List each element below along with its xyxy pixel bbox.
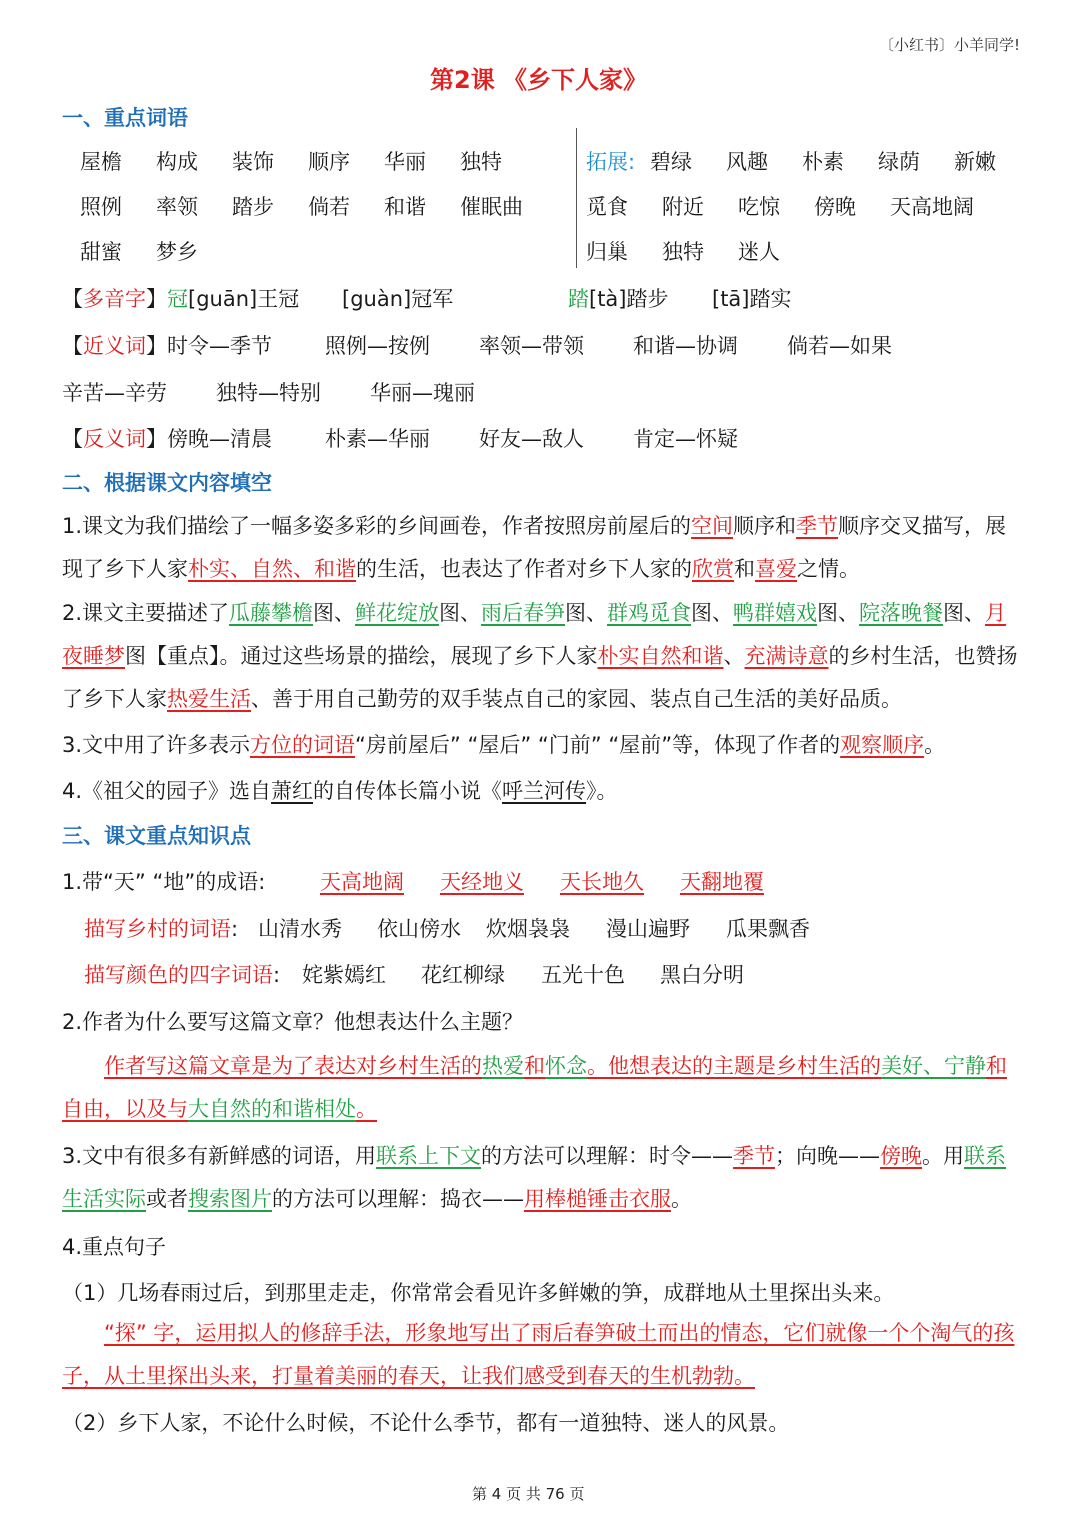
word: 甜蜜 xyxy=(80,240,122,264)
key-sentence-1-analysis: “探” 字，运用拟人的修辞手法，形象地写出了雨后春笋破土而出的情态，它们就像一个个淘气的孩子，从土里探出头来，打量着美丽的春天，让我们感受到春天的生机勃勃。 xyxy=(62,1321,1015,1388)
section-heading-2: 二、根据课文内容填空 xyxy=(62,471,272,495)
word: 梦乡 xyxy=(156,240,198,264)
word: 倘若 xyxy=(308,195,350,219)
page-number: 第 4 页 共 76 页 xyxy=(472,1485,585,1503)
word: 瓜果飘香 xyxy=(726,917,810,941)
word: 装饰 xyxy=(232,150,274,174)
idiom-answer: 天高地阔 xyxy=(320,870,404,894)
question-3: 3.文中有很多有新鲜感的词语，用联系上下文的方法可以理解：时令——季节；向晚——傍晚。用联系生活实际或者搜索图片的方法可以理解：捣衣——用棒槌锤击衣服。 xyxy=(62,1144,1007,1211)
idiom-answer: 天经地义 xyxy=(440,870,524,894)
word: 觅食 xyxy=(586,195,628,219)
word: 华丽 xyxy=(384,150,426,174)
fill-paragraph-3: 3.文中用了许多表示方位的词语“房前屋后” “屋后” “门前” “屋前”等，体现了作者的观察顺序。 xyxy=(62,733,946,757)
color-words-row: 描写颜色的四字词语: xyxy=(84,963,281,987)
village-words-row: 描写乡村的词语: xyxy=(84,917,239,941)
synonym-pair: 独特—特别 xyxy=(216,381,321,405)
idiom-answer: 天长地久 xyxy=(560,870,644,894)
word: 风趣 xyxy=(726,150,768,174)
extension-label: 拓展: xyxy=(586,150,636,174)
synonym-pair: 和谐—协调 xyxy=(633,334,738,358)
word: 独特 xyxy=(662,240,704,264)
question-2: 2.作者为什么要写这篇文章？他想表达什么主题？ xyxy=(62,1010,524,1034)
antonym-pair: 朴素—华丽 xyxy=(325,427,430,451)
word: 构成 xyxy=(156,150,198,174)
polyphone-reading: [guàn]冠军 xyxy=(342,287,454,311)
fill-paragraph-1: 1.课文为我们描绘了一幅多姿多彩的乡间画卷，作者按照房前屋后的空间顺序和季节顺序交叉描写，展现了乡下人家朴实、自然、和谐的生活，也表达了作者对乡下人家的欣赏和喜爱之情。 xyxy=(62,514,1007,581)
word: 依山傍水 xyxy=(377,917,461,941)
word: 朴素 xyxy=(802,150,844,174)
word: 吃惊 xyxy=(738,195,780,219)
word: 率领 xyxy=(156,195,198,219)
polyphone-reading: [guān]王冠 xyxy=(188,287,300,311)
polyphone-char: 冠 xyxy=(167,287,188,311)
polyphone-row-2 xyxy=(568,283,669,313)
synonym-pair: 时令—季节 xyxy=(167,334,272,358)
polyphone-char: 踏 xyxy=(568,287,589,311)
antonym-row: 【反义词】傍晚—清晨 xyxy=(62,427,272,451)
synonym-pair: 华丽—瑰丽 xyxy=(370,381,475,405)
section-heading-3: 三、课文重点知识点 xyxy=(62,824,251,848)
fill-paragraph-2: 2.课文主要描述了瓜藤攀檐图、鲜花绽放图、雨后春笋图、群鸡觅食图、鸭群嬉戏图、院落晚餐图、月夜睡梦图【重点】。通过这些场景的描绘，展现了乡下人家朴实自然和谐、充满诗意的乡村生活，也赞扬了乡下人家热爱生活、善于用自己勤劳的双手装点自己的家园、装点自己生活的美好品质。 xyxy=(62,601,1018,711)
word: 花红柳绿 xyxy=(421,963,505,987)
antonym-pair: 好友—敌人 xyxy=(479,427,584,451)
word: 碧绿 xyxy=(650,150,692,174)
idiom-answer: 天翻地覆 xyxy=(680,870,764,894)
synonym-pair: 倘若—如果 xyxy=(787,334,892,358)
antonym-pair: 傍晚—清晨 xyxy=(167,427,272,451)
word: 新嫩 xyxy=(954,150,996,174)
polyphone-reading: [tà]踏步 xyxy=(589,287,669,311)
question-4: 4.重点句子 xyxy=(62,1235,167,1259)
synonym-row: 【近义词】时令—季节 xyxy=(62,334,272,358)
section-heading-1: 一、重点词语 xyxy=(62,106,188,130)
polyphone-row: 【多音字】冠[guān]王冠 xyxy=(62,287,300,311)
word: 顺序 xyxy=(308,150,350,174)
word: 傍晚 xyxy=(814,195,856,219)
word: 踏步 xyxy=(232,195,274,219)
word: 归巢 xyxy=(586,240,628,264)
watermark: 〔小红书〕小羊同学! xyxy=(878,36,1020,54)
word: 绿荫 xyxy=(878,150,920,174)
answer-2: 作者写这篇文章是为了表达对乡村生活的热爱和怀念。他想表达的主题是乡村生活的美好、宁静和自由，以及与大自然的和谐相处。 xyxy=(62,1054,1007,1121)
word: 催眠曲 xyxy=(460,195,523,219)
polyphone-label: 多音字 xyxy=(83,287,146,311)
word: 黑白分明 xyxy=(660,963,744,987)
fill-paragraph-4: 4.《祖父的园子》选自萧红的自传体长篇小说《呼兰河传》。 xyxy=(62,779,618,803)
word: 姹紫嫣红 xyxy=(302,963,386,987)
word: 五光十色 xyxy=(541,963,625,987)
synonym-pair: 照例—按例 xyxy=(325,334,430,358)
word: 和谐 xyxy=(384,195,426,219)
word: 炊烟袅袅 xyxy=(486,917,570,941)
word: 附近 xyxy=(662,195,704,219)
synonym-pair: 率领—带领 xyxy=(479,334,584,358)
word: 屋檐 xyxy=(80,150,122,174)
key-sentence-2: （2）乡下人家，不论什么时候，不论什么季节，都有一道独特、迷人的风景。 xyxy=(62,1411,790,1435)
idiom-row: 1.带“天” “地”的成语: xyxy=(62,870,266,894)
word: 独特 xyxy=(460,150,502,174)
key-sentence-1: （1）几场春雨过后，到那里走走，你常常会看见许多鲜嫩的笋，成群地从土里探出头来。 xyxy=(62,1281,895,1305)
word: 照例 xyxy=(80,195,122,219)
word: 漫山遍野 xyxy=(606,917,690,941)
column-divider xyxy=(576,128,577,268)
word: 天高地阔 xyxy=(890,195,974,219)
synonym-pair: 辛苦—辛劳 xyxy=(62,381,167,405)
polyphone-reading: [tā]踏实 xyxy=(712,287,792,311)
synonym-label: 近义词 xyxy=(83,334,146,358)
antonym-pair: 肯定—怀疑 xyxy=(633,427,738,451)
word: 山清水秀 xyxy=(258,917,342,941)
antonym-label: 反义词 xyxy=(83,427,146,451)
page-title: 第2课 《乡下人家》 xyxy=(430,66,648,94)
word: 迷人 xyxy=(738,240,780,264)
